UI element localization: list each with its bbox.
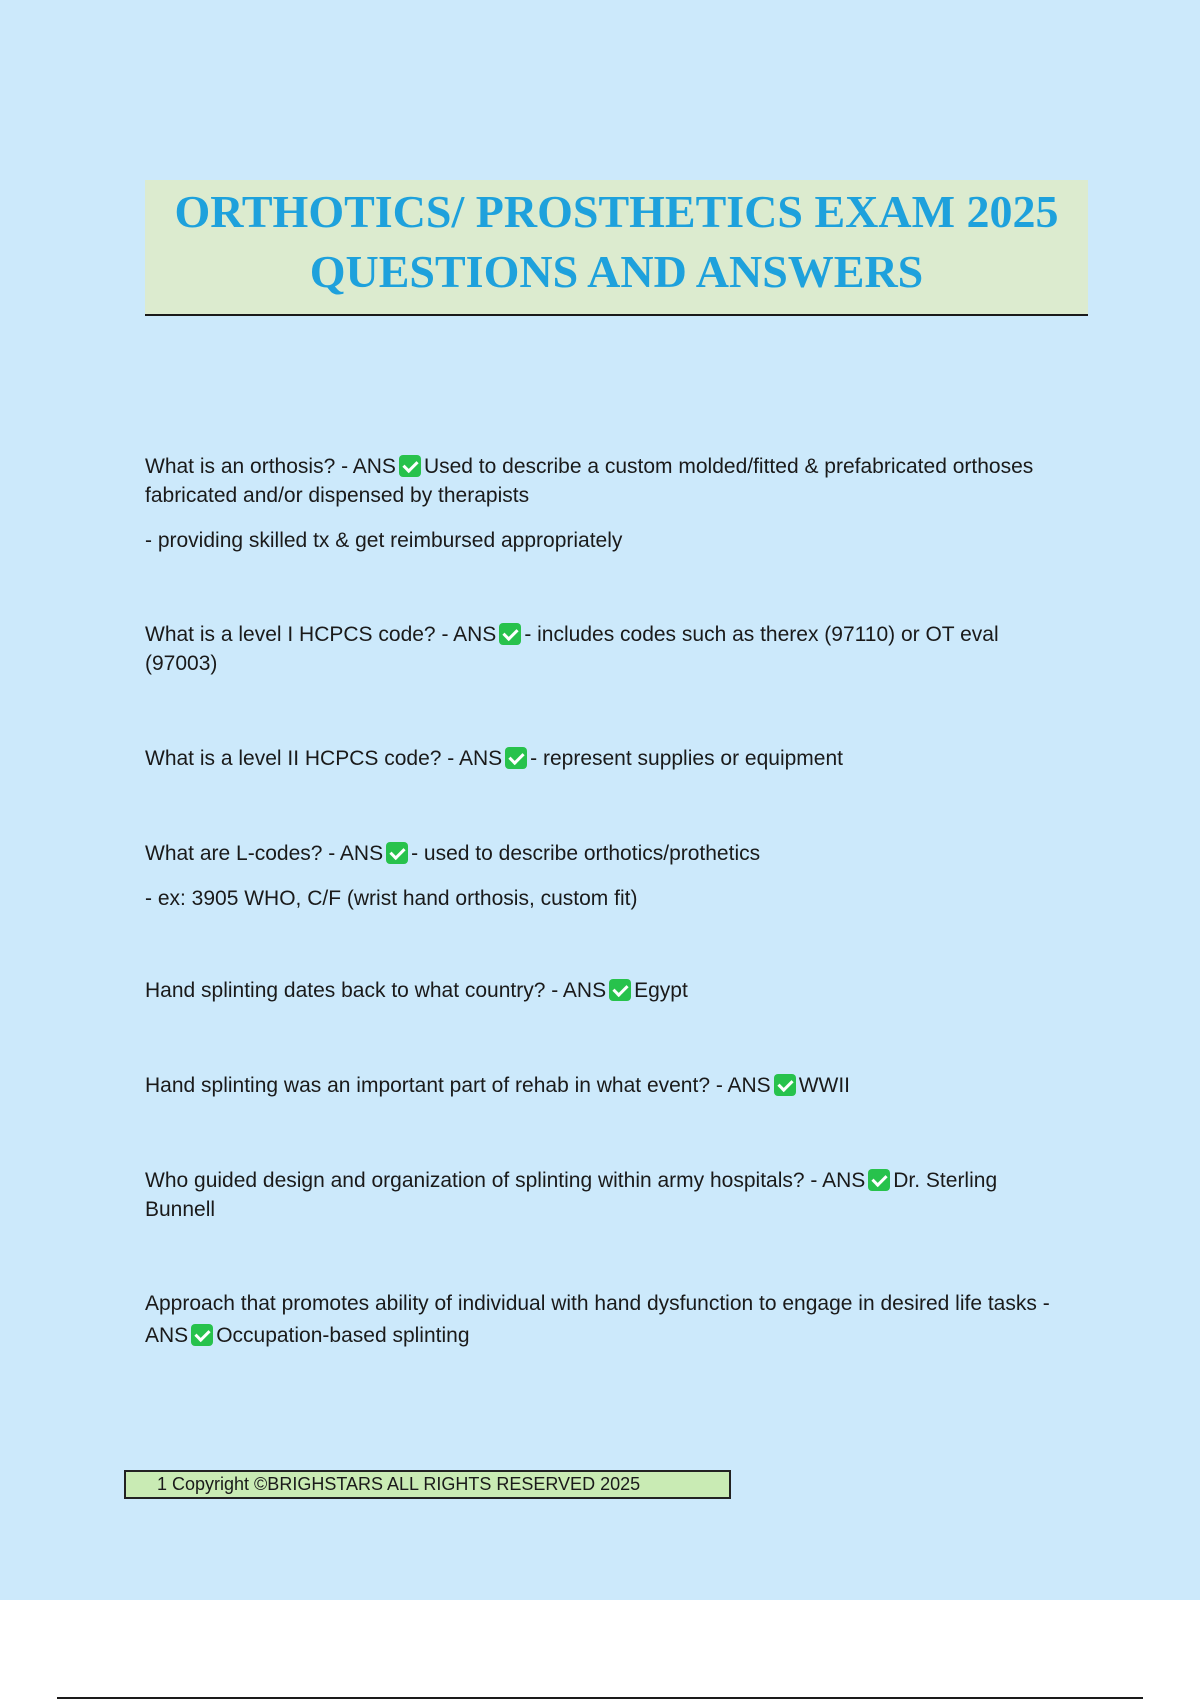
qa-text — [145, 976, 1065, 1005]
green-checkmark-icon — [499, 623, 521, 645]
question-text: Hand splinting was an important part of rehab in what event? - ANS — [145, 1074, 771, 1097]
qa-item — [145, 620, 1065, 678]
question-text: What is an orthosis? - ANS — [145, 455, 396, 478]
question-text: Who guided design and organization of splinting within army hospitals? - ANS — [145, 1169, 866, 1192]
title-line-2: QUESTIONS AND ANSWERS — [309, 246, 924, 297]
green-checkmark-icon — [191, 1324, 213, 1346]
question-text: What is a level I HCPCS code? - ANS — [145, 623, 497, 646]
green-checkmark-icon — [505, 747, 527, 769]
green-checkmark-icon — [386, 842, 408, 864]
page-divider — [57, 1697, 1143, 1699]
qa-text — [145, 452, 1065, 510]
question-text: Hand splinting dates back to what country? - ANS — [145, 979, 607, 1002]
green-checkmark-icon — [774, 1074, 796, 1096]
qa-item — [145, 839, 1065, 913]
green-checkmark-icon — [609, 979, 631, 1001]
copyright-footer: 1 Copyright ©BRIGHSTARS ALL RIGHTS RESERVED 2025 — [124, 1470, 731, 1499]
answer-text: - represent supplies or equipment — [530, 747, 843, 770]
qa-text — [145, 1288, 1065, 1352]
green-checkmark-icon — [399, 455, 421, 477]
title-line-1: ORTHOTICS/ PROSTHETICS EXAM 2025 — [174, 186, 1059, 237]
qa-content — [145, 452, 1065, 1352]
answer-extra-text: - providing skilled tx & get reimbursed appropriately — [145, 529, 623, 552]
answer-text: Occupation-based splinting — [216, 1324, 470, 1347]
answer-text: - used to describe orthotics/prothetics — [411, 842, 761, 865]
answer-text: - includes codes such as therex (97110) or OT eval (97003) — [145, 623, 999, 675]
question-text: What are L-codes? - ANS — [145, 842, 384, 865]
qa-item — [145, 452, 1065, 555]
qa-item — [145, 976, 1065, 1005]
answer-text: Dr. Sterling Bunnell — [145, 1169, 998, 1221]
answer-text: Used to describe a custom molded/fitted & prefabricated orthoses fabricated and/or dispensed by therapists — [145, 455, 1034, 507]
qa-text — [145, 1166, 1065, 1224]
qa-text — [145, 620, 1065, 678]
qa-text — [145, 1071, 1065, 1100]
qa-item — [145, 1288, 1065, 1352]
qa-text — [145, 839, 1065, 868]
qa-text — [145, 744, 1065, 773]
question-text: Approach that promotes ability of individual with hand dysfunction to engage in desired life tasks - ANS — [145, 1292, 1050, 1347]
qa-item — [145, 1071, 1065, 1100]
title-banner — [145, 180, 1088, 316]
answer-text: WWII — [798, 1074, 850, 1097]
qa-item — [145, 1166, 1065, 1224]
green-checkmark-icon — [868, 1169, 890, 1191]
qa-item — [145, 744, 1065, 773]
answer-extra-text: - ex: 3905 WHO, C/F (wrist hand orthosis, custom fit) — [145, 887, 638, 910]
question-text: What is a level II HCPCS code? - ANS — [145, 747, 503, 770]
answer-text: Egypt — [634, 979, 688, 1002]
